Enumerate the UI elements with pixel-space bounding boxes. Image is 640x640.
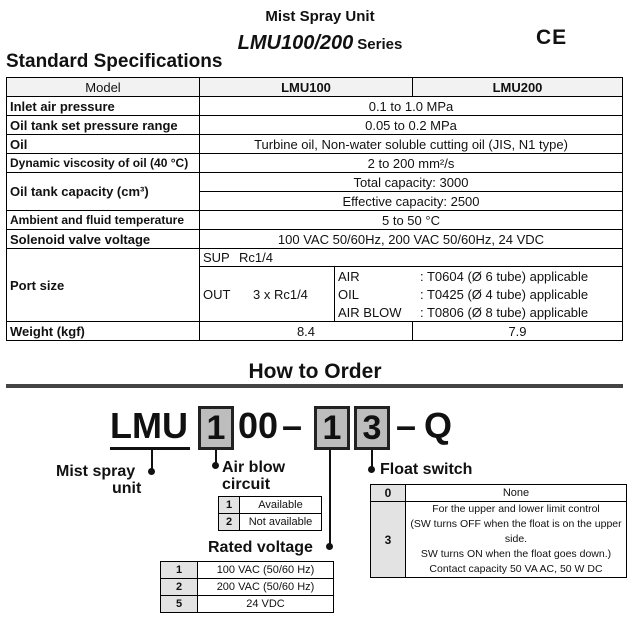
table-row bbox=[7, 322, 623, 341]
port-item-name: AIR BLOW bbox=[338, 304, 402, 320]
voltage-text: 100 VAC (50/60 Hz) bbox=[198, 562, 334, 579]
leader-dot-mist bbox=[148, 468, 155, 475]
spec-table bbox=[6, 77, 623, 341]
label-mist-unit: unit bbox=[112, 480, 142, 497]
solenoid-label: Solenoid valve voltage bbox=[7, 230, 200, 249]
port-item-name: OIL bbox=[338, 286, 359, 302]
voltage-code: 5 bbox=[161, 596, 198, 613]
series-word: Series bbox=[357, 36, 403, 53]
list-item bbox=[335, 303, 591, 321]
table-row bbox=[7, 97, 623, 116]
temp-label: Ambient and fluid temperature bbox=[7, 211, 200, 230]
code-prefix: LMU bbox=[110, 405, 188, 446]
table-row bbox=[219, 514, 322, 531]
port-out-list bbox=[335, 267, 623, 321]
table-row bbox=[7, 230, 623, 249]
table-row bbox=[371, 502, 627, 578]
label-air-blow: Air blow bbox=[222, 459, 286, 476]
code-box-voltage: 1 bbox=[314, 406, 350, 450]
float-switch-table bbox=[370, 484, 627, 578]
voltage-text: 24 VDC bbox=[198, 596, 334, 613]
oil-label: Oil bbox=[7, 135, 200, 154]
table-row bbox=[161, 596, 334, 613]
port-sup-label: SUP bbox=[203, 250, 230, 265]
float-description bbox=[406, 502, 627, 578]
table-row bbox=[161, 579, 334, 596]
table-row bbox=[219, 497, 322, 514]
air-blow-text: Not available bbox=[240, 514, 322, 531]
air-blow-text: Available bbox=[240, 497, 322, 514]
float-desc-line: SW turns ON when the float goes down.) bbox=[420, 548, 612, 560]
cap-effective: Effective capacity: 2500 bbox=[200, 192, 623, 211]
float-desc-line: Contact capacity 50 VA AC, 50 W DC bbox=[429, 563, 603, 575]
float-code: 3 bbox=[371, 502, 406, 578]
table-row bbox=[7, 211, 623, 230]
cap-label: Oil tank capacity (cm³) bbox=[7, 173, 200, 211]
float-code: 0 bbox=[371, 485, 406, 502]
cap-total: Total capacity: 3000 bbox=[200, 173, 623, 192]
code-dash: – bbox=[282, 405, 303, 446]
tankset-label: Oil tank set pressure range bbox=[7, 116, 200, 135]
code-box-air-blow: 1 bbox=[198, 406, 234, 450]
table-row bbox=[7, 78, 623, 97]
how-to-order-title: How to Order bbox=[230, 360, 400, 384]
tankset-value: 0.05 to 0.2 MPa bbox=[200, 116, 623, 135]
air-blow-code: 1 bbox=[219, 497, 240, 514]
port-out-cell bbox=[200, 267, 335, 321]
port-sup bbox=[200, 249, 623, 267]
port-out-label: OUT bbox=[203, 286, 231, 302]
label-rated-voltage: Rated voltage bbox=[208, 539, 313, 556]
port-out bbox=[200, 267, 623, 322]
model-lmu100: LMU100 bbox=[200, 78, 413, 97]
list-item bbox=[335, 267, 591, 285]
port-item-value: : T0806 (Ø 8 tube) applicable bbox=[420, 304, 589, 320]
float-desc-line: For the upper and lower limit control bbox=[432, 503, 600, 515]
table-row bbox=[7, 154, 623, 173]
ce-mark-icon: CE bbox=[536, 26, 568, 49]
weight-lmu200: 7.9 bbox=[413, 322, 623, 341]
label-air-circuit: circuit bbox=[222, 476, 271, 493]
code-suffix: Q bbox=[424, 405, 453, 446]
port-item-value: : T0604 (Ø 6 tube) applicable bbox=[420, 268, 589, 284]
inlet-label: Inlet air pressure bbox=[7, 97, 200, 116]
float-text: None bbox=[406, 485, 627, 502]
table-row bbox=[7, 135, 623, 154]
temp-value: 5 to 50 °C bbox=[200, 211, 623, 230]
port-sup-value: Rc1/4 bbox=[239, 250, 273, 265]
table-row bbox=[161, 562, 334, 579]
label-float-switch: Float switch bbox=[380, 461, 473, 478]
model-lmu200: LMU200 bbox=[413, 78, 623, 97]
table-row bbox=[7, 116, 623, 135]
port-item-name: AIR bbox=[338, 268, 360, 284]
voltage-table bbox=[160, 561, 334, 613]
code-dash: – bbox=[396, 405, 417, 446]
code-box-float: 3 bbox=[354, 406, 390, 450]
leader-dot-air bbox=[212, 462, 219, 469]
solenoid-value: 100 VAC 50/60Hz, 200 VAC 50/60Hz, 24 VDC bbox=[200, 230, 623, 249]
port-out-value: 3 x Rc1/4 bbox=[253, 286, 308, 302]
voltage-text: 200 VAC (50/60 Hz) bbox=[198, 579, 334, 596]
table-row bbox=[371, 485, 627, 502]
leader-line-voltage bbox=[329, 450, 331, 548]
code-mid: 00 bbox=[238, 405, 279, 446]
air-blow-table bbox=[218, 496, 322, 531]
model-label: Model bbox=[7, 78, 200, 97]
voltage-code: 2 bbox=[161, 579, 198, 596]
air-blow-code: 2 bbox=[219, 514, 240, 531]
weight-lmu100: 8.4 bbox=[200, 322, 413, 341]
list-item bbox=[335, 285, 591, 303]
leader-dot-float bbox=[368, 466, 375, 473]
oil-value: Turbine oil, Non-water soluble cutting oil (JIS, N1 type) bbox=[200, 135, 623, 154]
port-label: Port size bbox=[7, 249, 200, 322]
code-prefix-underline bbox=[110, 447, 190, 450]
table-row bbox=[7, 249, 623, 267]
port-item-value: : T0425 (Ø 4 tube) applicable bbox=[420, 286, 589, 302]
port-out-table bbox=[200, 267, 622, 321]
label-mist-spray: Mist spray bbox=[56, 463, 136, 480]
section-divider bbox=[6, 384, 623, 388]
inlet-value: 0.1 to 1.0 MPa bbox=[200, 97, 623, 116]
visc-label: Dynamic viscosity of oil (40 °C) bbox=[7, 154, 200, 173]
spec-title: Standard Specifications bbox=[6, 51, 223, 72]
leader-dot-voltage bbox=[326, 543, 333, 550]
voltage-code: 1 bbox=[161, 562, 198, 579]
weight-label: Weight (kgf) bbox=[7, 322, 200, 341]
visc-value: 2 to 200 mm²/s bbox=[200, 154, 623, 173]
float-desc-line: (SW turns OFF when the float is on the upper side. bbox=[410, 518, 622, 545]
product-line-title: Mist Spray Unit bbox=[265, 8, 375, 25]
series-model: LMU100/200 bbox=[237, 32, 354, 54]
table-row bbox=[7, 173, 623, 192]
